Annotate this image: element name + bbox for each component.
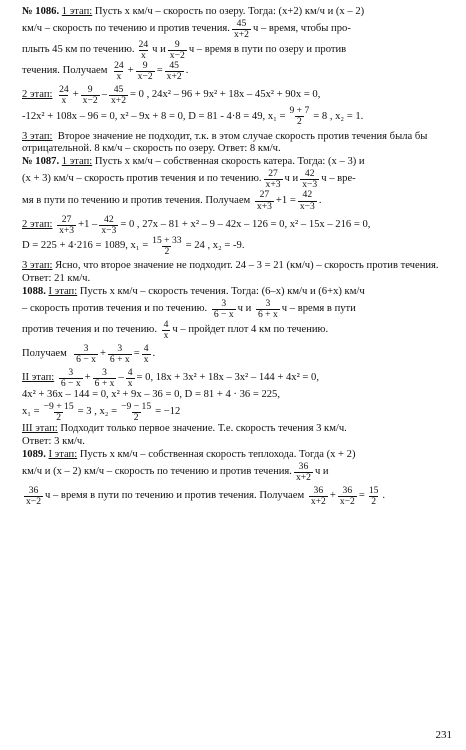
fraction: $\frac{3}{6 + x}$ (94, 366, 115, 390)
stage-label: 2 этап: (22, 218, 53, 230)
fraction: 36 x+2 (310, 485, 326, 508)
fraction: 3 6 − x (60, 366, 81, 390)
p1087-line2 (22, 169, 452, 190)
text: Пусть x км/ч – собственная скорость теплохода. Тогда (x + 2) (79, 448, 356, 460)
fraction: 36 x+2 (295, 460, 311, 483)
p1088-stage2: II этап: 3 6 − x + $\frac{3}{6 + x}$ – $\frac{4}{x}$ = 0, 18x + 3x² + 18x – 3x² – 144 + 4x² = 0, (22, 366, 319, 390)
p1086-stage2-line2 (22, 106, 452, 127)
stage-label: 2 этап: (22, 89, 53, 101)
text: (x + 3) км/ч – скорость против течения и по течению. (22, 173, 262, 185)
text: Второе значение не подходит, т.к. в этом случае скорость против течения была бы отрицательной. 8 км/ч – скорость по озеру. Ответ: 8 км/ч. (22, 130, 428, 155)
stage-label: 1 этап: (61, 6, 93, 17)
p1087-stage2: 2 этап: 27 x+3 +1 – $\frac{42}{x-3}$ = 0 , 27x – 81 + x² – 9 – 42x – 126 = 0, x² – 15x – 216 = 0, (22, 213, 371, 236)
text: ч – время, чтобы про- (252, 23, 351, 35)
text: км/ч и (x – 2) км/ч – скорость по течению и против течения. (22, 465, 292, 477)
fraction: $\frac{9 + 7}{2}$ (289, 105, 310, 128)
problem-number: № 1087. (22, 156, 60, 168)
fraction: 27 x+3 (59, 213, 75, 236)
problem-number: № 1086. (22, 6, 60, 17)
text: D = 225 + 4·216 = 1089, x₁ = (22, 239, 149, 251)
problem-number: 1088. (22, 285, 46, 297)
fraction: 27 x+3 (256, 189, 272, 212)
p1086-line1 (22, 6, 452, 19)
fraction: $\frac{42}{x-3}$ (299, 189, 315, 212)
fraction: 3 6 − x (76, 342, 96, 365)
text: ч и (152, 44, 166, 56)
fraction: 42 x−3 (302, 168, 318, 191)
text: = 0 , 27x – 81 + x² – 9 – 42x – 126 = 0, x² – 15x – 216 = 0, (120, 218, 371, 230)
stage-label: 1 этап: (61, 156, 93, 168)
p1088-stage3 (22, 423, 452, 436)
text: = 0 , 24x² – 96 + 9x² + 18x – 45x² + 90x = 0, (130, 89, 321, 101)
p1088-line3 (22, 320, 452, 341)
fraction: $\frac{4}{x}$ (127, 366, 133, 390)
text: ч – пройдет плот 4 км по течению. (172, 323, 329, 335)
fraction: $\frac{9}{x-2}$ (82, 84, 98, 107)
text: ч и (284, 173, 299, 185)
text: Пусть x км/ч – скорость по озеру. Тогда: (x+2) км/ч и (x – 2) (94, 6, 365, 17)
p1088-stage2-line2 (22, 389, 452, 402)
p1089-line3: 36 x−2 ч – время в пути по течению и против течения. Получаем 36 x+2 + $\frac{36}{x-2}$ = $\frac{15}{2}$ . (26, 485, 386, 508)
p1089-line1 (22, 449, 452, 462)
text: мя в пути по течению и против течения. Получаем (22, 194, 251, 206)
text: – скорость против течения и по течению. (22, 302, 208, 314)
fraction: 4 x (163, 318, 169, 341)
p1087-line3: мя в пути по течению и против течения. Получаем 27 x+3 +1 = $\frac{42}{x-3}$ . (22, 189, 322, 212)
text: Получаем (22, 347, 67, 359)
p1086-stage2: 2 этап: 24 x + $\frac{9}{x-2}$ – $\frac{45}{x+2}$ = 0 , 24x² – 96 + 9x² + 18x – 45x² + 90x = 0, (22, 84, 321, 107)
problem-number: 1089. (22, 448, 46, 460)
p1088-stage2-roots: x₁ = $\frac{-9 + 15}{2}$ = 3 , x₂ = $\frac{-9 - 15}{2}$ = −12 (22, 401, 181, 424)
p1086-line4: течения. Получаем 24 x + $\frac{9}{x-2}$ = $\frac{45}{x+2}$ . (22, 60, 189, 83)
p1086-stage3 (22, 131, 452, 157)
text: = 24 , x₂ = -9. (185, 239, 245, 251)
fraction: $\frac{42}{x-3}$ (101, 213, 117, 236)
p1086-line2 (22, 19, 452, 40)
text: Ясно, что второе значение не подходит. 24 – 3 = 21 (км/ч) – скорость против течения. Ответ: 21 км/ч. (22, 259, 439, 284)
text: ч – время в пути (281, 302, 356, 314)
fraction: $\frac{45}{x+2}$ (110, 84, 126, 107)
text: ч – вре- (321, 173, 356, 185)
p1087-line1 (22, 156, 452, 169)
stage-label: III этап: (22, 423, 58, 435)
fraction: 27 x+3 (265, 168, 281, 191)
p1088-line1 (22, 286, 452, 299)
fraction: 24 x (59, 84, 69, 107)
text: против течения и по течению. (22, 323, 157, 335)
fraction: 36 x−2 (26, 485, 42, 508)
text: -12x² + 108x – 96 = 0, x² – 9x + 8 = 0, D = 81 - 4·8 = 49, x₁ = (22, 110, 286, 122)
text: ч – время в пути по течению и против течения. Получаем (45, 490, 305, 502)
fraction: $\frac{-9 + 15}{2}$ (43, 401, 74, 424)
stage-label: 3 этап: (22, 130, 53, 142)
p1088-line4: Получаем 3 6 − x + $\frac{3}{6 + x}$ = $\frac{4}{x}$ . (22, 342, 156, 365)
text: плыть 45 км по течению. (22, 44, 135, 56)
fraction: $\frac{15 + 33}{2}$ (152, 234, 182, 257)
stage-label: 3 этап: (22, 259, 53, 271)
fraction: $\frac{9}{x-2}$ (137, 60, 153, 83)
p1086-line3 (22, 40, 452, 61)
p1088-line2 (22, 299, 452, 320)
text: ч и (237, 302, 252, 314)
text: Пусть x км/ч – собственная скорость катера. Тогда: (x – 3) и (94, 156, 365, 168)
fraction: $\frac{-9 - 15}{2}$ (121, 401, 152, 424)
text: Пусть x км/ч – скорость течения. Тогда: (6–x) км/ч и (6+x) км/ч (79, 285, 365, 297)
fraction: $\frac{36}{x-2}$ (339, 485, 355, 508)
p1087-stage2-line2 (22, 236, 452, 257)
fraction: 24 x (114, 60, 124, 83)
p1087-stage3 (22, 260, 452, 286)
text: 4x² + 36x – 144 = 0, x² + 9x – 36 = 0, D = 81 + 4 · 36 = 225, (22, 389, 280, 401)
stage-label: I этап: (48, 448, 78, 460)
text: = 8 , x₂ = 1. (313, 110, 364, 122)
text: Ответ: 3 км/ч. (22, 436, 85, 448)
p1089-line2 (22, 462, 452, 483)
page-number: 231 (435, 728, 452, 741)
fraction: 24 x (138, 39, 149, 62)
fraction: $\frac{15}{2}$ (368, 485, 379, 508)
fraction: 3 6 − x (213, 297, 234, 320)
p1088-answer (22, 436, 452, 449)
fraction: 9 x−2 (169, 39, 185, 62)
stage-label: II этап: (22, 372, 55, 384)
fraction: 45 x+2 (233, 17, 249, 40)
text: ч и (314, 465, 329, 477)
text: течения. Получаем (22, 65, 108, 77)
text: ч – время в пути по озеру и против (188, 44, 347, 56)
fraction: $\frac{4}{x}$ (143, 342, 149, 365)
fraction: $\frac{3}{6 + x}$ (109, 342, 130, 365)
fraction: $\frac{45}{x+2}$ (166, 60, 182, 83)
stage-label: I этап: (48, 285, 78, 297)
text: = 0, 18x + 3x² + 18x – 3x² – 144 + 4x² = 0, (136, 372, 319, 384)
text: Подходит только первое значение. Т.е. скорость течения 3 км/ч. (60, 423, 347, 435)
fraction: 3 6 + x (257, 297, 278, 320)
text: км/ч – скорость по течению и против течения. (22, 23, 230, 35)
